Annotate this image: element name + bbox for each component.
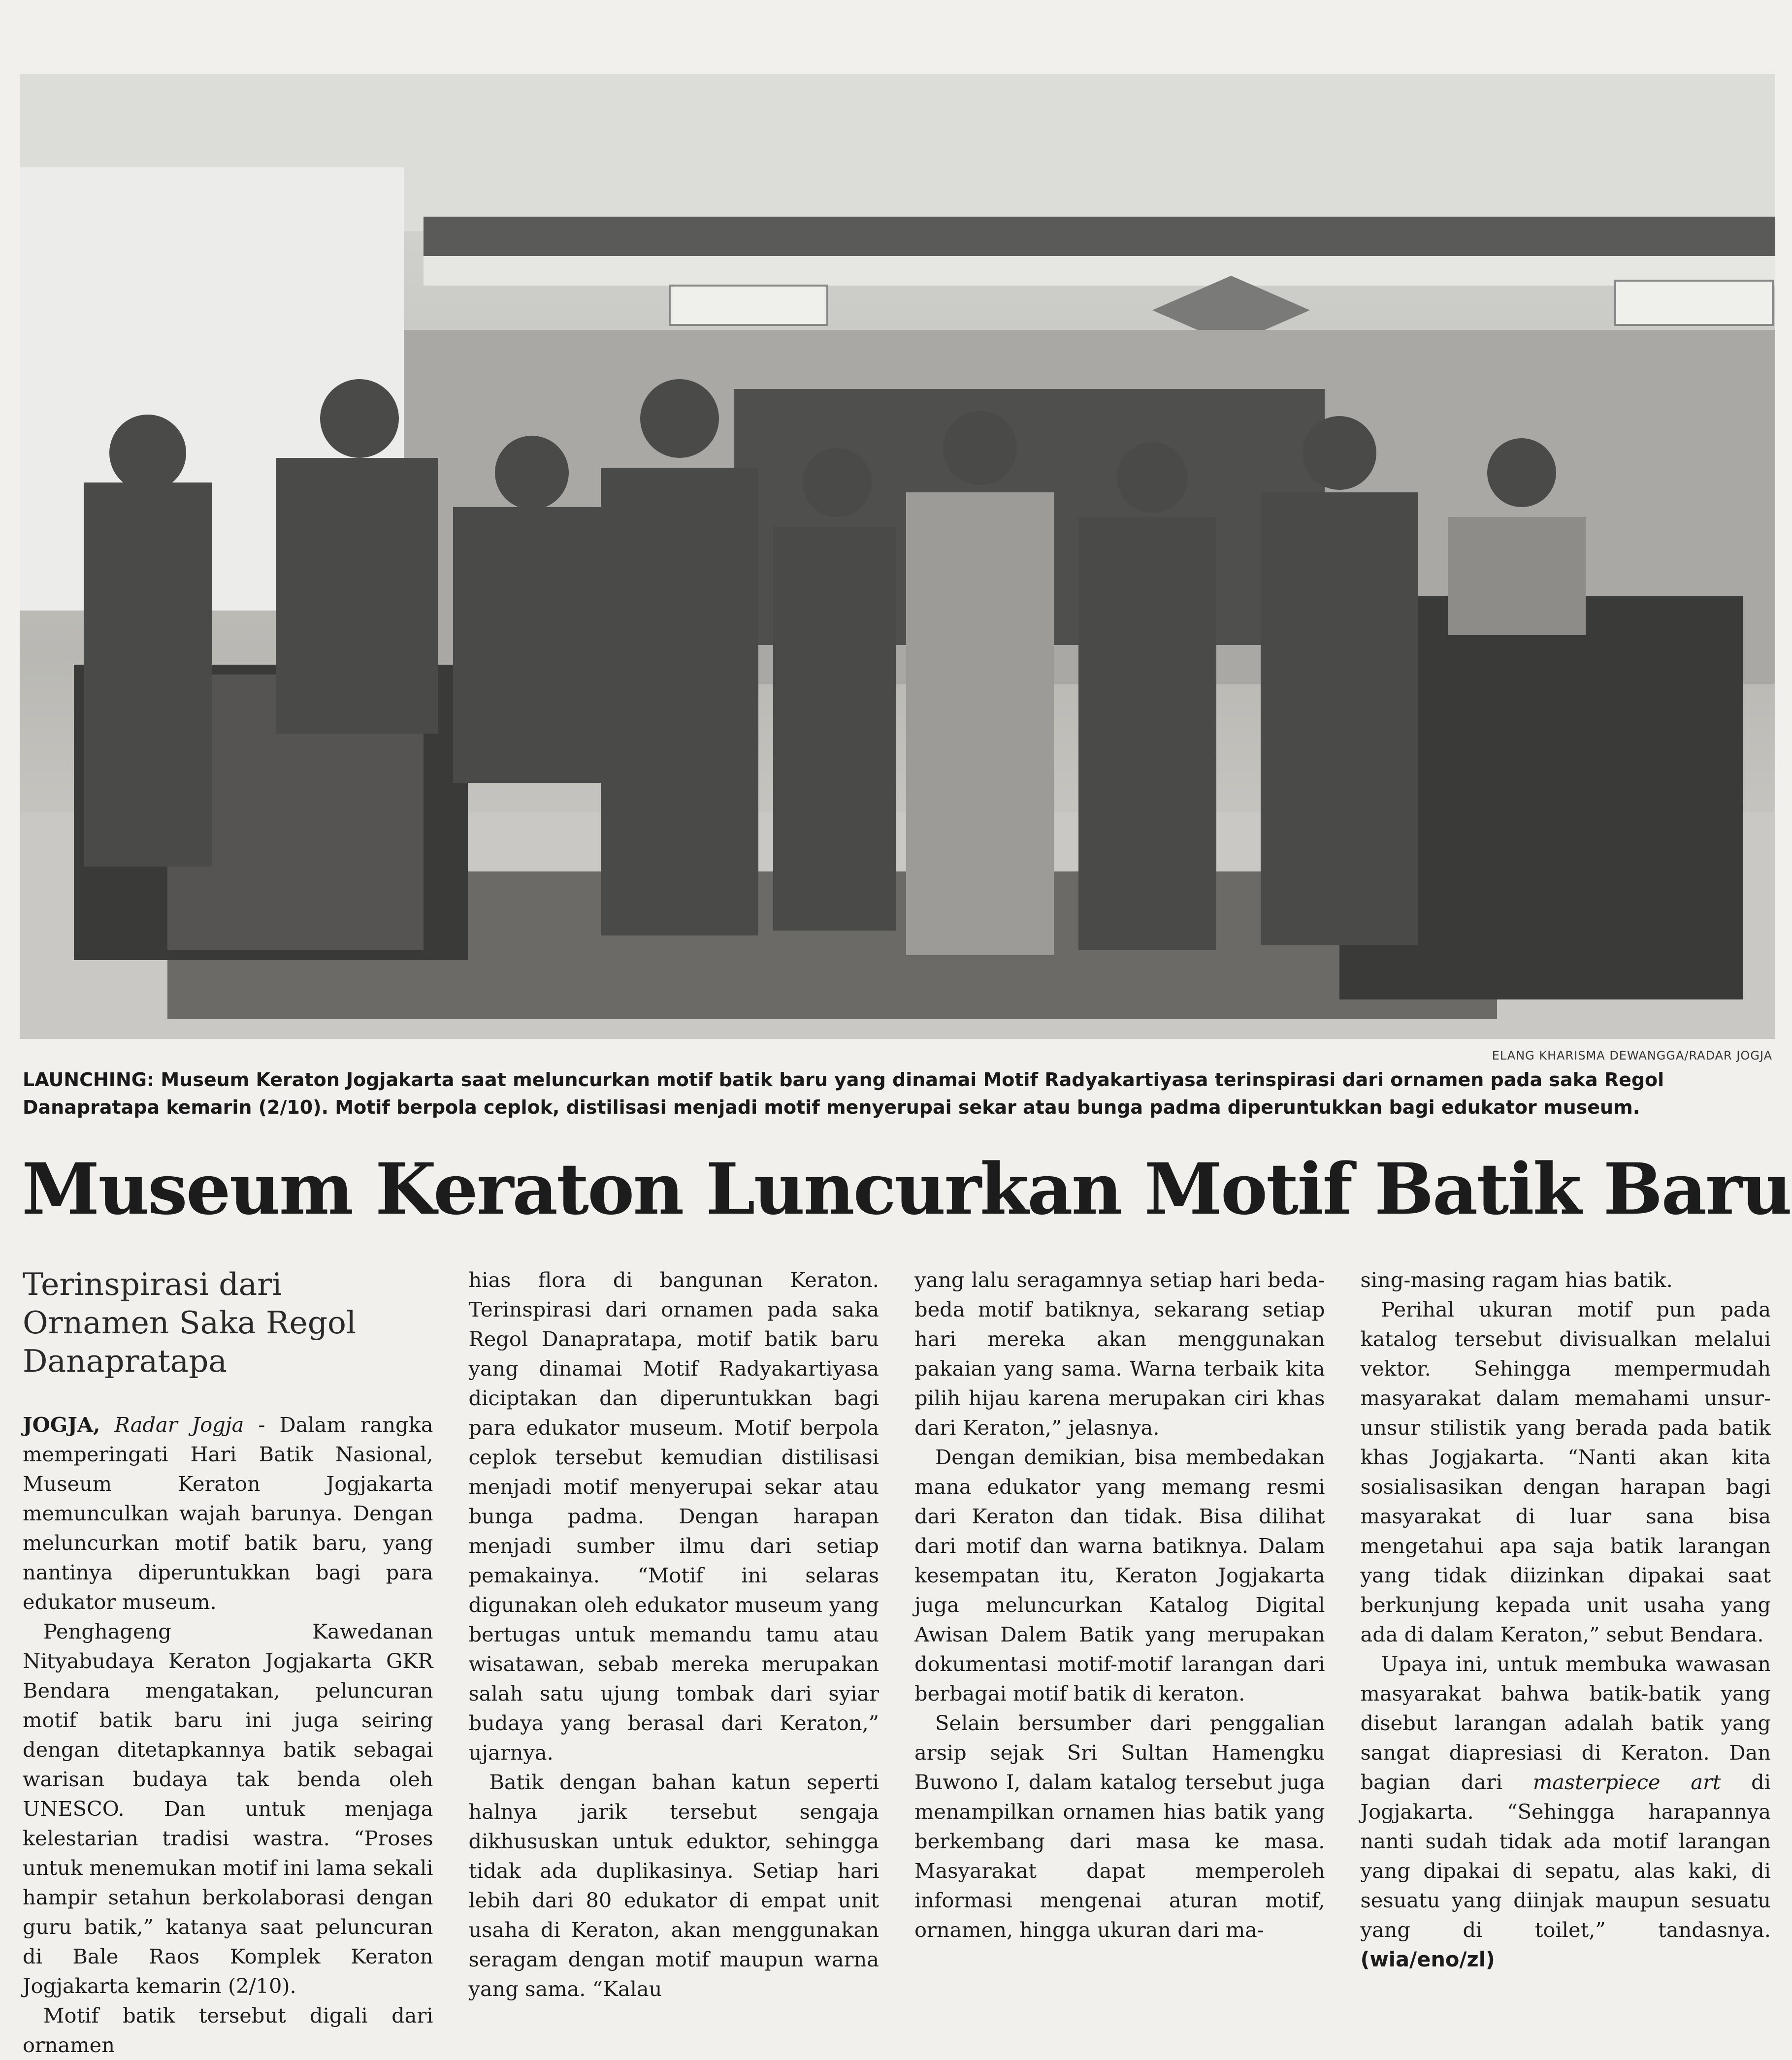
paragraph: hias flora di bangunan Keraton. Terinspirasi dari ornamen pada saka Regol Danapratapa, motif batik baru yang dinamai Motif Radyakartiyasa diciptakan dan diperuntukkan bagi para edukator museum. Motif berpola ceplok tersebut kemudian distilisasi menjadi motif menyerupai sekar atau bunga padma. Dengan harapan menjadi sumber ilmu dari setiap pemakainya. “Motif ini selaras digunakan oleh edukator museum yang bertugas untuk memandu tamu atau wisatawan, sebab mereka merupakan salah satu ujung tombak dari syiar budaya yang berasal dari Keraton,” ujarnya. [468,1268,879,1765]
headline: Museum Keraton Luncurkan Motif Batik Baru [22,1148,1791,1230]
paragraph: Dengan demikian, bisa membedakan mana edukator yang memang resmi dari Keraton dan tidak. Bisa dilihat dari motif dan warna batiknya. Dalam kesempatan itu, Keraton Jogjakarta juga meluncurkan Katalog Digital Awisan Dalem Batik yang merupakan dokumentasi motif-motif larangan dari berbagai motif batik di keraton. [914,1445,1325,1706]
photo-caption: LAUNCHING: Museum Keraton Jogjakarta saat meluncurkan motif batik baru yang dinamai Motif Radyakartiyasa terinspirasi dari ornamen pada saka Regol Danapratapa kemarin (2/10). Motif berpola ceplok, distilisasi menjadi motif menyerupai sekar atau bunga padma diperuntukkan bagi edukator museum. [23,1069,1664,1118]
article-column-4 [1360,1265,1771,1971]
closing-text-a: Upaya ini, untuk membuka wawasan masyarakat bahwa batik-batik yang disebut larangan adalah batik yang sangat diapresiasi di Keraton. Dan bagian dari [1360,1652,1771,1794]
subheadline: Terinspirasi dari Ornamen Saka Regol Danapratapa [23,1266,357,1379]
lead-paragraph [23,1410,433,1617]
lead-text: - Dalam rangka memperingati Hari Batik Nasional, Museum Keraton Jogjakarta memunculkan wajah barunya. Dengan meluncurkan motif batik baru, yang nantinya diperuntukkan bagi para edukator museum. [23,1413,433,1614]
news-photo [20,74,1775,1039]
paragraph: yang lalu seragamnya setiap hari beda-beda motif batiknya, sekarang setiap hari mereka akan menggunakan pakaian yang sama. Warna terbaik kita pilih hijau karena merupakan ciri khas dari Keraton,” jelasnya. [914,1268,1325,1440]
closing-text-b: di Jogjakarta. “Sehingga harapannya nanti sudah tidak ada motif larangan yang dipakai di sepatu, alas kaki, di sesuatu yang diinjak maupun sesuatu yang di toilet,” tandasnya. [1360,1770,1771,1942]
paragraph: Penghageng Kawedanan Nityabudaya Keraton Jogjakarta GKR Bendara mengatakan, peluncuran motif batik baru ini juga seiring dengan ditetapkannya batik sebagai warisan budaya tak benda oleh UNESCO. Dan untuk menjaga kelestarian tradisi wastra. “Proses untuk menemukan motif ini lama sekali hampir setahun berkolaborasi dengan guru batik,” katanya saat peluncuran di Bale Raos Komplek Keraton Jogjakarta kemarin (2/10). [23,1619,433,1998]
article-body [23,1265,1771,2057]
closing-paragraph [1361,1649,1771,1974]
paragraph: Motif batik tersebut digali dari ornamen [23,2003,433,2057]
photo-credit: ELANG KHARISMA DEWANGGA/RADAR JOGJA [1492,1049,1772,1062]
source-name: Radar Jogja [114,1413,244,1437]
dateline: JOGJA, [23,1413,100,1437]
article-column-3 [914,1265,1325,1964]
photo-illustration [20,74,1775,1039]
paragraph: Perihal ukuran motif pun pada katalog tersebut divisualkan melalui vektor. Sehingga mempermudah masyarakat dalam memahami unsur-unsur stilistik yang berada pada batik khas Jogjakarta. “Nanti akan kita sosialisasikan dengan harapan bagi masyarakat di luar sana bisa mengetahui apa saja batik larangan yang tidak diizinkan dipakai saat berkunjung kepada unit usaha yang ada di dalam Keraton,” sebut Bendara. [1360,1297,1771,1646]
closing-italic: masterpiece art [1532,1770,1721,1794]
author-signature: (wia/eno/zl) [1360,1947,1495,1971]
paragraph: sing-masing ragam hias batik. [1360,1268,1673,1292]
article-column-2 [468,1265,880,2001]
paragraph: Selain bersumber dari penggalian arsip sejak Sri Sultan Hamengku Buwono I, dalam katalog tersebut juga menampilkan ornamen hias batik yang berkembang dari masa ke masa. Masyarakat dapat memperoleh informasi mengenai aturan motif, ornamen, hingga ukuran dari ma- [914,1711,1325,1942]
paragraph: Batik dengan bahan katun seperti halnya jarik tersebut sengaja dikhususkan untuk eduktor, sehingga tidak ada duplikasinya. Setiap hari lebih dari 80 edukator di empat unit usaha di Keraton, akan menggunakan seragam dengan motif maupun warna yang sama. “Kalau [468,1770,879,2001]
article-column-1 [23,1265,433,2057]
